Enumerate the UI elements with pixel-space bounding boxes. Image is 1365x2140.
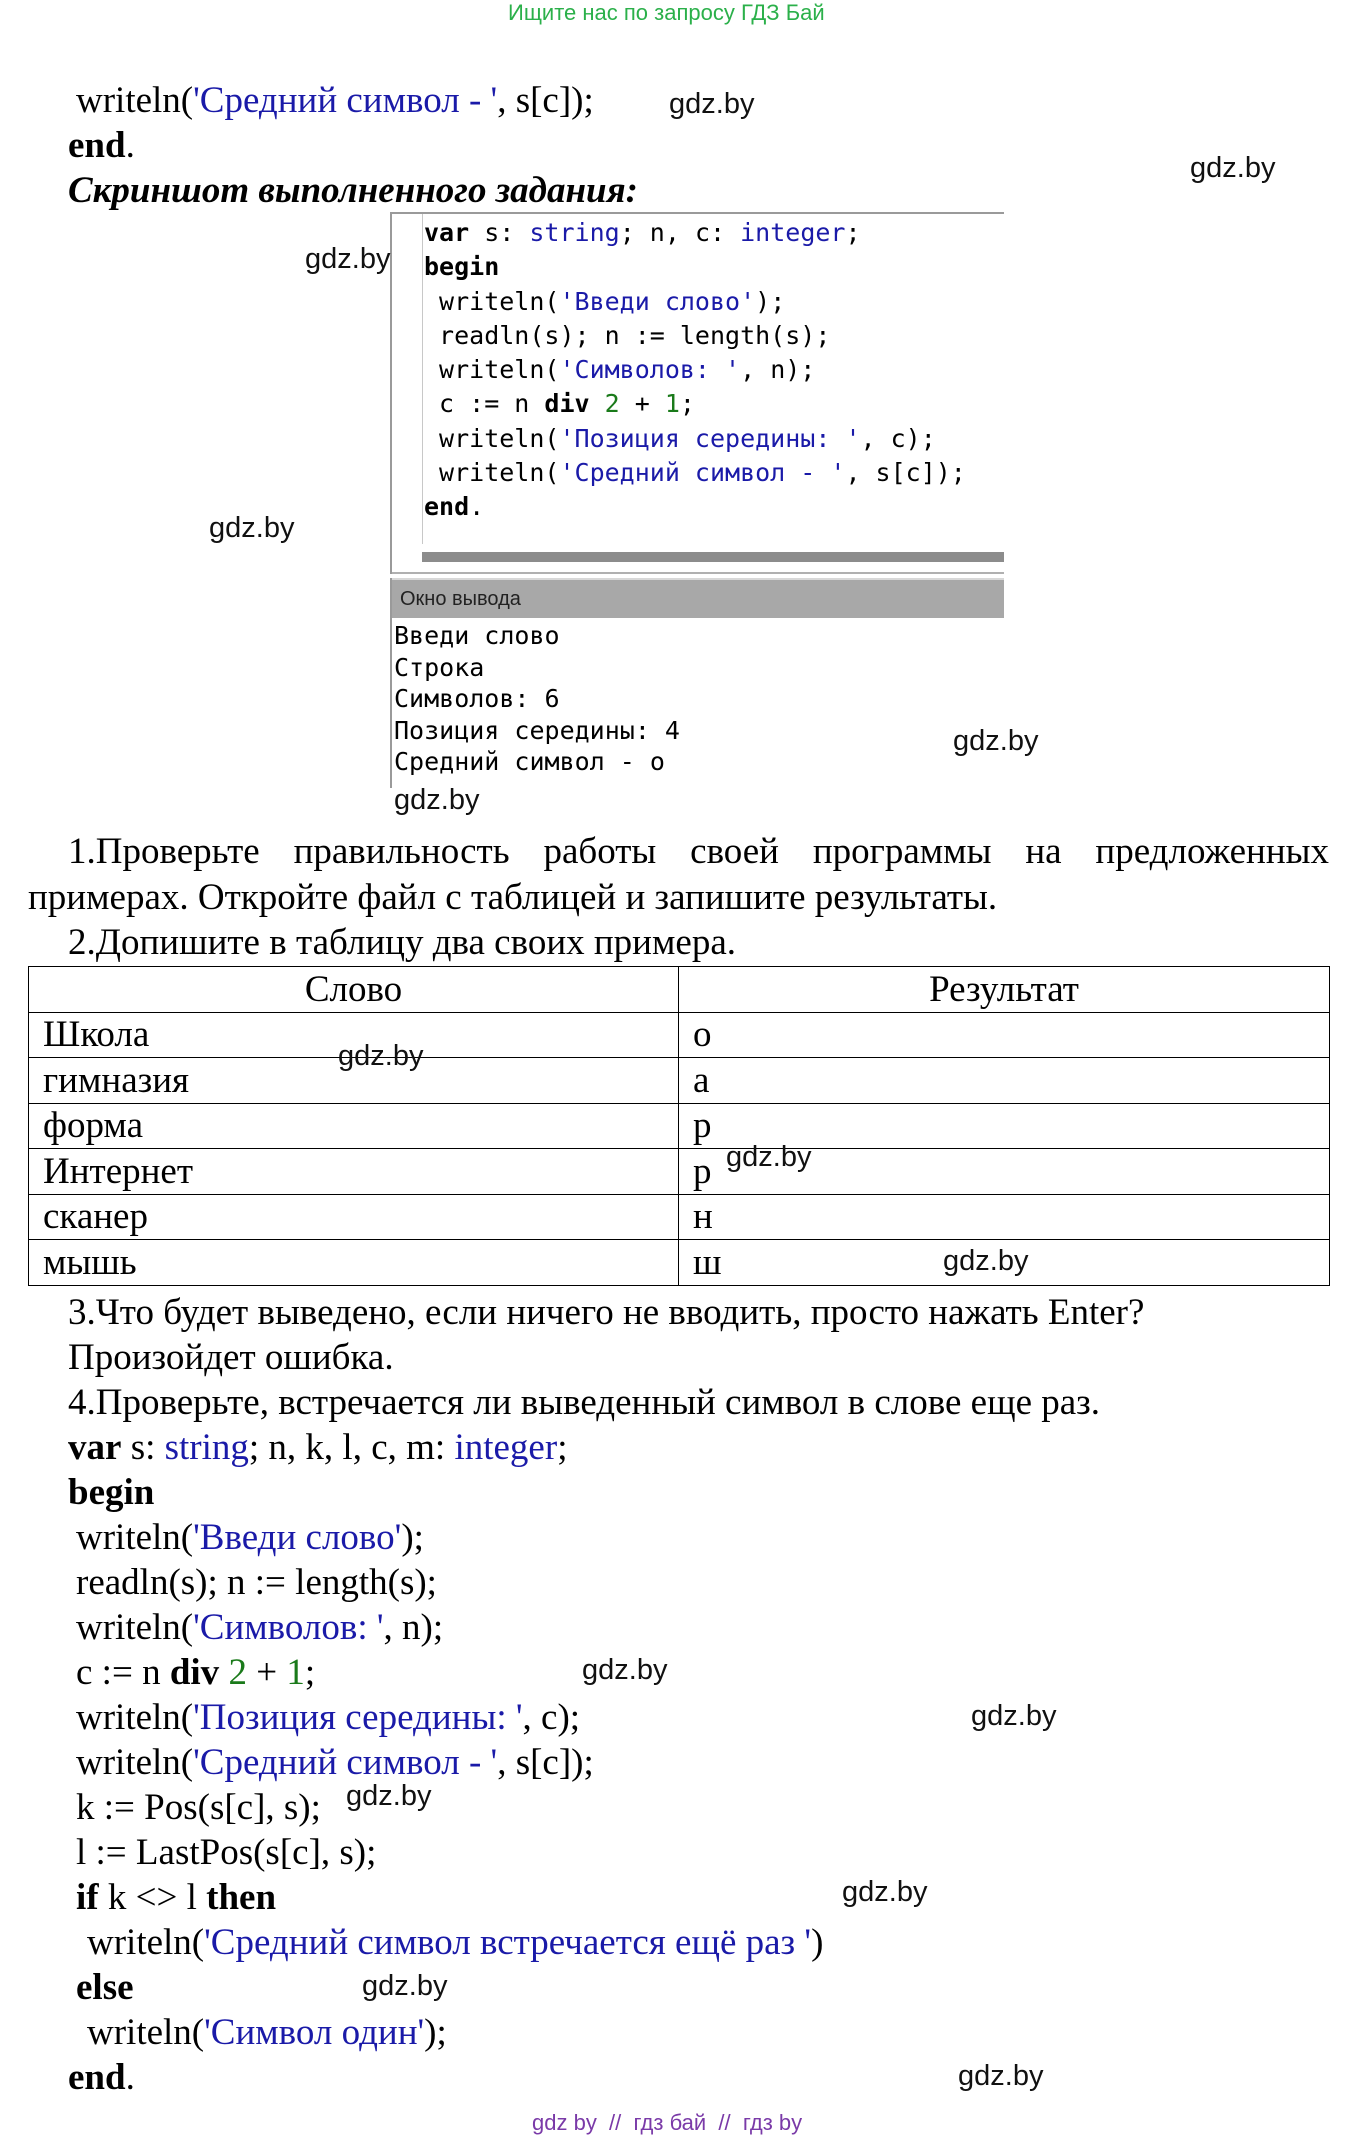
table-row bbox=[29, 1149, 1330, 1195]
footer-banner[interactable]: gdz by // гдз бай // гдз by bbox=[532, 2110, 803, 2135]
watermark: gdz.by bbox=[726, 1141, 812, 1173]
output-window bbox=[390, 578, 1004, 788]
program-line: writeln('Позиция середины: ', c); bbox=[76, 1697, 581, 1738]
table-row bbox=[29, 1058, 1330, 1104]
table-cell-word: мышь bbox=[29, 1240, 679, 1286]
program-line: writeln('Средний символ встречается ещё раз ') bbox=[87, 1922, 824, 1963]
screenshot-caption: Скриншот выполненного задания: bbox=[68, 170, 638, 211]
table-cell-word: форма bbox=[29, 1103, 679, 1149]
task3: 3.Что будет выведено, если ничего не вводить, просто нажать Enter? bbox=[68, 1292, 1145, 1333]
output-line: Средний символ - о bbox=[394, 747, 665, 776]
editor-line: writeln('Средний символ - ', s[c]); bbox=[424, 458, 966, 488]
output-window-title: Окно вывода bbox=[392, 578, 1004, 618]
watermark: gdz.by bbox=[305, 243, 391, 275]
code-line-writeln-middle bbox=[76, 79, 594, 123]
table-row bbox=[29, 1103, 1330, 1149]
code-string: 'Средний символ - ' bbox=[193, 80, 498, 121]
watermark: gdz.by bbox=[842, 1876, 928, 1908]
program-line: readln(s); n := length(s); bbox=[76, 1562, 437, 1603]
table-cell-result: р bbox=[679, 1103, 1330, 1149]
table-cell-result: н bbox=[679, 1194, 1330, 1240]
editor-line: begin bbox=[424, 252, 500, 282]
answer3: Произойдет ошибка. bbox=[68, 1337, 394, 1378]
editor-line: readln(s); n := length(s); bbox=[424, 320, 831, 350]
table-cell-result: ш bbox=[679, 1240, 1330, 1286]
table-cell-result: о bbox=[679, 1012, 1330, 1058]
program-line: writeln('Введи слово'); bbox=[76, 1517, 424, 1558]
program-line-if: if k <> l then bbox=[76, 1877, 277, 1918]
watermark: gdz.by bbox=[958, 2060, 1044, 2092]
table-row bbox=[29, 1240, 1330, 1286]
table-cell-result: р bbox=[679, 1149, 1330, 1195]
output-line: Символов: 6 bbox=[394, 684, 560, 713]
program-line-var: var s: string; n, k, l, c, m: integer; bbox=[68, 1427, 568, 1468]
watermark: gdz.by bbox=[669, 88, 755, 120]
table-cell-word: сканер bbox=[29, 1194, 679, 1240]
ide-editor-screenshot bbox=[390, 212, 1004, 574]
watermark: gdz.by bbox=[338, 1040, 424, 1072]
program-line: writeln('Средний символ - ', s[c]); bbox=[76, 1742, 594, 1783]
table-header-result: Результат bbox=[679, 967, 1330, 1013]
watermark: gdz.by bbox=[943, 1245, 1029, 1277]
editor-line: c := n div 2 + 1; bbox=[424, 389, 695, 419]
watermark: gdz.by bbox=[209, 512, 295, 544]
editor-line: end. bbox=[424, 492, 485, 522]
table-row bbox=[29, 1194, 1330, 1240]
code-text: . bbox=[125, 125, 135, 166]
output-line: Строка bbox=[394, 652, 485, 682]
watermark: gdz.by bbox=[953, 725, 1039, 757]
results-table bbox=[28, 966, 1330, 1286]
program-line-end: end. bbox=[68, 2057, 135, 2098]
program-line: writeln('Символов: ', n); bbox=[76, 1607, 444, 1648]
editor-line: writeln('Позиция середины: ', c); bbox=[424, 423, 936, 453]
editor-line: writeln('Символов: ', n); bbox=[424, 355, 816, 385]
program-line-begin: begin bbox=[68, 1472, 155, 1513]
program-line: writeln('Символ один'); bbox=[87, 2012, 447, 2053]
horizontal-scrollbar[interactable] bbox=[422, 552, 1004, 562]
program-line: c := n div 2 + 1; bbox=[76, 1652, 316, 1693]
table-row bbox=[29, 1012, 1330, 1058]
watermark: gdz.by bbox=[582, 1654, 668, 1686]
top-banner[interactable]: Ищите нас по запросу ГДЗ Бай bbox=[508, 0, 825, 25]
editor-gutter bbox=[392, 214, 423, 544]
editor-border bbox=[392, 572, 1004, 574]
code-text: writeln( bbox=[76, 80, 194, 121]
editor-line: var s: string; n, c: integer; bbox=[424, 218, 861, 247]
table-header-word: Слово bbox=[29, 967, 679, 1013]
task1-line1: 1.Проверьте правильность работы своей программы на предложенных bbox=[68, 831, 1329, 872]
output-line: Введи слово bbox=[394, 621, 560, 650]
output-line: Позиция середины: 4 bbox=[394, 715, 680, 745]
program-line-else: else bbox=[76, 1967, 134, 2008]
table-cell-result: а bbox=[679, 1058, 1330, 1104]
task1-line2: примерах. Откройте файл с таблицей и запишите результаты. bbox=[28, 877, 998, 918]
editor-code bbox=[424, 216, 966, 525]
table-cell-word: Интернет bbox=[29, 1149, 679, 1195]
watermark: gdz.by bbox=[394, 784, 480, 816]
program-line: l := LastPos(s[c], s); bbox=[76, 1832, 377, 1873]
code-line-end bbox=[68, 124, 135, 168]
editor-line: writeln('Введи слово'); bbox=[424, 286, 786, 316]
watermark: gdz.by bbox=[362, 1970, 448, 2002]
watermark: gdz.by bbox=[1190, 152, 1276, 184]
task4: 4.Проверьте, встречается ли выведенный символ в слове еще раз. bbox=[68, 1382, 1101, 1423]
table-cell-word: Школа bbox=[29, 1012, 679, 1058]
table-cell-word: гимназия bbox=[29, 1058, 679, 1104]
table-header-row bbox=[29, 967, 1330, 1013]
program-line: k := Pos(s[c], s); bbox=[76, 1787, 321, 1828]
keyword-end: end bbox=[68, 125, 126, 166]
watermark: gdz.by bbox=[971, 1700, 1057, 1732]
task2: 2.Допишите в таблицу два своих примера. bbox=[68, 922, 736, 963]
code-text: , s[c]); bbox=[497, 80, 594, 121]
output-lines bbox=[394, 620, 680, 778]
watermark: gdz.by bbox=[346, 1780, 432, 1812]
